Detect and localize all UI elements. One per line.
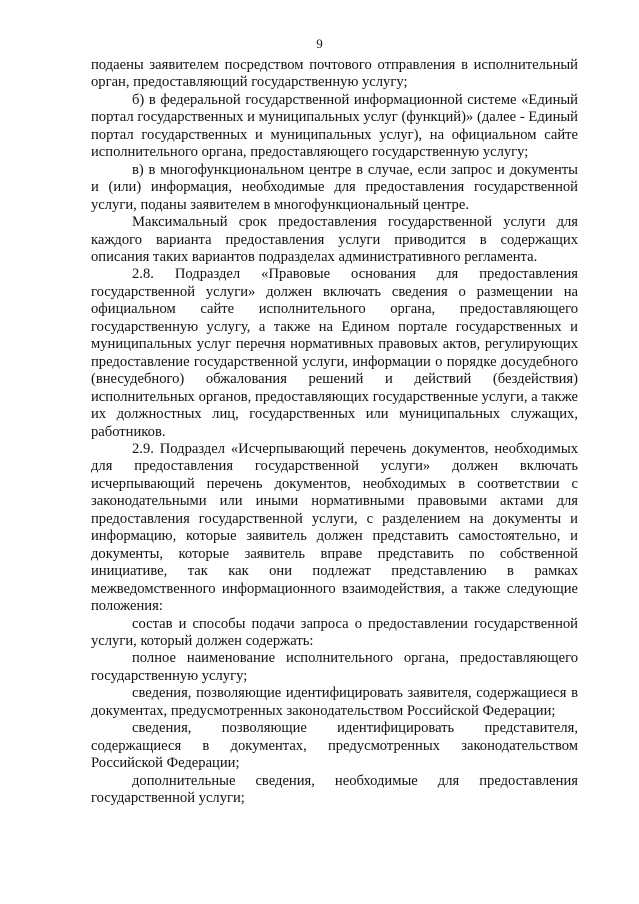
paragraph-applicant-id: сведения, позволяющие идентифицировать заявителя, содержащиеся в документах, предусмотренных законодательством Российской Федерации; (91, 685, 578, 719)
paragraph-request-composition: состав и способы подачи запроса о предоставлении государственной услуги, который должен содержать: (91, 615, 578, 649)
paragraph-2-9: 2.9. Подраздел «Исчерпывающий перечень документов, необходимых для предоставления государственной услуги» должен включать исчерпывающий перечень документов, необходимых в соответствии с законодательными или иными нормативными правовыми актами для предоставления государственной услуги, с разделением на документы и информацию, которые заявитель должен представить самостоятельно, и документы, которые заявитель вправе представить по собственной инициативе, так как они подлежат представлению в рамках межведомственного информационного взаимодействия, а также следующие положения: (91, 440, 578, 615)
paragraph-continuation: подаены заявителем посредством почтового отправления в исполнительный орган, предоставляющий государственную услугу; (91, 57, 578, 91)
paragraph-item-v: в) в многофункциональном центре в случае, если запрос и документы и (или) информация, необходимые для предоставления государственной услуги, поданы заявителем в многофункциональный центре. (91, 161, 578, 213)
document-body (91, 57, 578, 807)
paragraph-item-b: б) в федеральной государственной информационной системе «Единый портал государственных и муниципальных услуг (функций)» (далее - Единый портал государственных и муниципальных услуг), на официальном сайте исполнительного органа, предоставляющего государственную услугу; (91, 91, 578, 161)
paragraph-2-8: 2.8. Подраздел «Правовые основания для предоставления государственной услуги» должен включать сведения о размещении на официальном сайте исполнительного органа, предоставляющего государственную услугу, а также на Едином портале государственных и муниципальных услуг перечня нормативных правовых актов, регулирующих предоставление государственной услуги, информации о порядке досудебного (внесудебного) обжалования решений и действий (бездействия) исполнительных органов, предоставляющих государственные услуги, а также их должностных лиц, государственных или муниципальных служащих, работников. (91, 266, 578, 440)
paragraph-representative-id: сведения, позволяющие идентифицировать представителя, содержащиеся в документах, предусмотренных законодательством Российской Федерации; (91, 720, 578, 772)
paragraph-additional-info: дополнительные сведения, необходимые для предоставления государственной услуги; (91, 772, 578, 807)
page-number: 9 (316, 36, 323, 51)
paragraph-max-term: Максимальный срок предоставления государственной услуги для каждого варианта предоставления услуги приводится в содержащих описания таких вариантов подразделах административного регламента. (91, 214, 578, 265)
paragraph-full-name: полное наименование исполнительного органа, предоставляющего государственную услугу; (91, 650, 578, 684)
